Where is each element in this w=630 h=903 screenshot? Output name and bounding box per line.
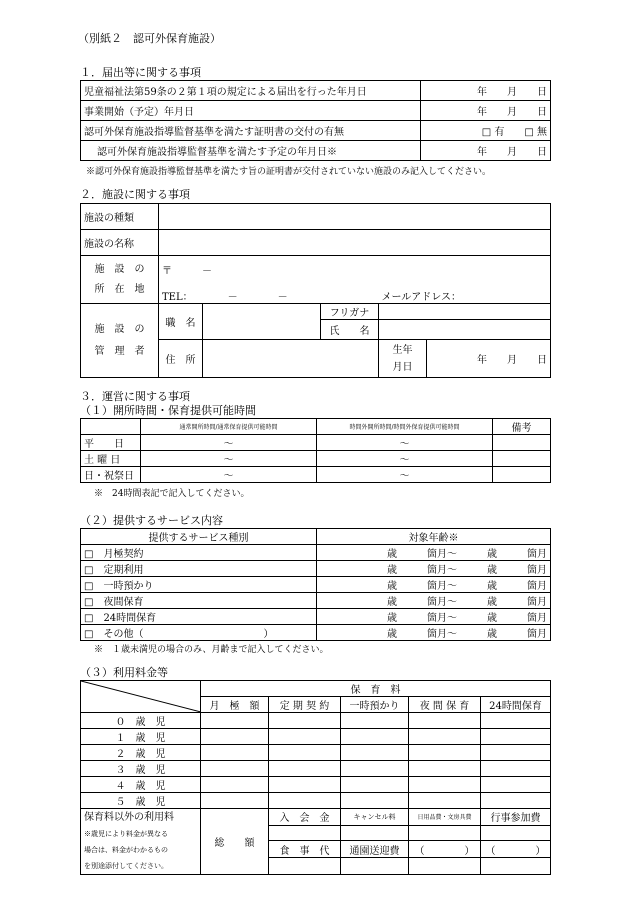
- fee-cell[interactable]: [341, 793, 409, 809]
- fee-cell[interactable]: [341, 761, 409, 777]
- fee-cell[interactable]: [409, 729, 481, 745]
- fee-cell[interactable]: [201, 745, 269, 761]
- service-checkbox[interactable]: □ その他（ ）: [81, 625, 317, 641]
- other-fees-note-line3: を別途添付してください。: [84, 862, 168, 870]
- hours-remarks[interactable]: [493, 435, 551, 451]
- fees-title: （３）利用料金等: [80, 666, 168, 679]
- hours-title: （１）開所時間・保育提供可能時間: [80, 404, 256, 417]
- supplies-fee-label: 日用品費・文房具費: [409, 809, 481, 826]
- fee-cell[interactable]: [201, 793, 269, 809]
- notif-value[interactable]: 年 月 日: [421, 141, 551, 161]
- custom-fee-label-1[interactable]: （ ）: [409, 841, 481, 858]
- hours-table: [80, 418, 551, 483]
- hours-normal[interactable]: ～: [141, 435, 317, 451]
- manager-label-line2: 管 理 者: [94, 345, 145, 357]
- birthdate-field[interactable]: 年 月 日: [427, 340, 551, 378]
- event-fee-label: 行事参加費: [481, 809, 551, 826]
- name-field[interactable]: [159, 230, 551, 256]
- hours-extra[interactable]: ～: [317, 435, 493, 451]
- fees-corner-diagonal: [81, 681, 201, 712]
- notification-table: [80, 80, 551, 161]
- mail-field[interactable]: メールアドレス：: [379, 288, 551, 304]
- service-age-range[interactable]: 歳 箇月～ 歳 箇月: [317, 545, 551, 561]
- job-title-label: 職 名: [159, 304, 203, 340]
- custom-fee-field-1[interactable]: [409, 858, 481, 875]
- manager-label-line1: 施 設 の: [94, 323, 145, 335]
- notif-label: 認可外保育施設指導監督基準を満たす証明書の交付の有無: [81, 121, 421, 141]
- hours-normal[interactable]: ～: [141, 467, 317, 483]
- fee-cell[interactable]: [201, 761, 269, 777]
- hours-day: 平 日: [81, 435, 141, 451]
- fee-cell[interactable]: [269, 745, 341, 761]
- total-label: 総 額: [201, 809, 269, 875]
- custom-fee-label-2[interactable]: （ ）: [481, 841, 551, 858]
- services-note: ※ １歳未満児の場合のみ、月齢まで記入してください。: [94, 645, 329, 655]
- hours-header-corner: [81, 419, 141, 435]
- hours-day: 土 曜 日: [81, 451, 141, 467]
- service-checkbox[interactable]: □ 24時間保育: [81, 609, 317, 625]
- job-title-field[interactable]: [203, 304, 321, 340]
- hours-note: ※ 24時間表記で記入してください。: [94, 489, 250, 499]
- fee-cell[interactable]: [481, 713, 551, 729]
- notif-value[interactable]: 年 月 日: [421, 81, 551, 101]
- tel-field[interactable]: TEL： － －: [159, 288, 379, 304]
- kind-field[interactable]: [159, 204, 551, 230]
- fee-cell[interactable]: [481, 777, 551, 793]
- service-age-range[interactable]: 歳 箇月～ 歳 箇月: [317, 577, 551, 593]
- fees-age-label: ４ 歳 児: [81, 777, 201, 793]
- fees-col-monthly: 月 極 額: [201, 697, 269, 713]
- section1-title: １．届出等に関する事項: [80, 66, 201, 79]
- location-label-line2: 所 在 地: [94, 283, 145, 295]
- kind-label: 施設の種類: [81, 204, 159, 230]
- fee-cell[interactable]: [341, 777, 409, 793]
- fee-cell[interactable]: [409, 713, 481, 729]
- fee-cell[interactable]: [409, 793, 481, 809]
- fees-age-label: ２ 歳 児: [81, 745, 201, 761]
- hours-header-normal: 通常開所時間/通常保育提供可能時間: [141, 419, 317, 435]
- service-checkbox[interactable]: □ 定期利用: [81, 561, 317, 577]
- service-checkbox[interactable]: □ 一時預かり: [81, 577, 317, 593]
- other-fees-title: 保育料以外の利用料: [84, 812, 174, 823]
- fees-col-night: 夜 間 保 育: [409, 697, 481, 713]
- fee-cell[interactable]: [409, 761, 481, 777]
- bus-fee-field[interactable]: [341, 858, 409, 875]
- services-header-type: 提供するサービス種別: [81, 529, 317, 545]
- fee-cell[interactable]: [341, 713, 409, 729]
- section2-title: ２．施設に関する事項: [80, 188, 190, 201]
- birthdate-label: [379, 340, 427, 378]
- fees-age-label: ３ 歳 児: [81, 761, 201, 777]
- fee-cell[interactable]: [269, 777, 341, 793]
- notif-label: 児童福祉法第59条の２第１項の規定による届出を行った年月日: [81, 81, 421, 101]
- certificate-checkbox[interactable]: □ 有 □ 無: [421, 121, 551, 141]
- fees-col-temporary: 一時預かり: [341, 697, 409, 713]
- notif-label: 事業開始（予定）年月日: [81, 101, 421, 121]
- fee-cell[interactable]: [201, 729, 269, 745]
- service-checkbox[interactable]: □ 夜間保育: [81, 593, 317, 609]
- hours-normal[interactable]: ～: [141, 451, 317, 467]
- fee-cell[interactable]: [269, 793, 341, 809]
- birthdate-label-line2: 月日: [392, 361, 413, 373]
- hours-remarks[interactable]: [493, 451, 551, 467]
- fee-cell[interactable]: [481, 745, 551, 761]
- birthdate-label-line1: 生年: [392, 344, 413, 356]
- location-label: [81, 256, 159, 304]
- custom-fee-field-2[interactable]: [481, 858, 551, 875]
- fees-age-label: ０ 歳 児: [81, 713, 201, 729]
- hours-header-remarks: 備考: [493, 419, 551, 435]
- hours-extra[interactable]: ～: [317, 451, 493, 467]
- notif-value[interactable]: 年 月 日: [421, 101, 551, 121]
- postal-field[interactable]: 〒 －: [159, 256, 551, 288]
- fee-cell[interactable]: [201, 777, 269, 793]
- other-fees-label: [81, 809, 201, 875]
- fee-cell[interactable]: [341, 745, 409, 761]
- service-age-range[interactable]: 歳 箇月～ 歳 箇月: [317, 625, 551, 641]
- facility-table: [80, 203, 551, 378]
- fee-cell[interactable]: [269, 729, 341, 745]
- fee-cell[interactable]: [481, 761, 551, 777]
- fee-cell[interactable]: [269, 713, 341, 729]
- service-checkbox[interactable]: □ 月極契約: [81, 545, 317, 561]
- name-label: 施設の名称: [81, 230, 159, 256]
- manager-label: [81, 304, 159, 378]
- service-age-range[interactable]: 歳 箇月～ 歳 箇月: [317, 561, 551, 577]
- fees-group-header: 保 育 料: [201, 681, 551, 697]
- fees-col-24h: 24時間保育: [481, 697, 551, 713]
- services-header-age: 対象年齢※: [317, 529, 551, 545]
- service-age-range[interactable]: 歳 箇月～ 歳 箇月: [317, 593, 551, 609]
- address-field[interactable]: [203, 340, 379, 378]
- section1-note: ※認可外保育施設指導監督基準を満たす旨の証明書が交付されていない施設のみ記入してください。: [86, 167, 492, 177]
- event-fee-field[interactable]: [481, 825, 551, 841]
- fees-age-label: ５ 歳 児: [81, 793, 201, 809]
- other-fees-note-line2: 場合は、料金がわかるもの: [84, 846, 168, 854]
- service-age-range[interactable]: 歳 箇月～ 歳 箇月: [317, 609, 551, 625]
- manager-name-label: 氏 名: [321, 320, 379, 340]
- services-title: （２）提供するサービス内容: [80, 514, 223, 527]
- furigana-label: フリガナ: [321, 304, 379, 320]
- fee-cell[interactable]: [269, 761, 341, 777]
- bus-fee-label: 通園送迎費: [341, 841, 409, 858]
- fees-age-label: １ 歳 児: [81, 729, 201, 745]
- fee-cell[interactable]: [201, 713, 269, 729]
- entry-fee-label: 入 会 金: [269, 809, 341, 826]
- hours-remarks[interactable]: [493, 467, 551, 483]
- fees-corner: [81, 681, 201, 713]
- page-title: （別紙２ 認可外保育施設）: [78, 32, 221, 45]
- fee-cell[interactable]: [341, 729, 409, 745]
- hours-header-extra: 時間外開所時間/時間外保育提供可能時間: [317, 419, 493, 435]
- hours-extra[interactable]: ～: [317, 467, 493, 483]
- address-label: 住 所: [159, 340, 203, 378]
- hours-day: 日・祝祭日: [81, 467, 141, 483]
- entry-fee-field[interactable]: [269, 825, 341, 841]
- services-table: [80, 528, 551, 641]
- other-fees-note-line1: ※歳児により料金が異なる: [84, 830, 168, 838]
- manager-name-field[interactable]: [379, 320, 551, 340]
- fee-cell[interactable]: [409, 777, 481, 793]
- supplies-fee-field[interactable]: [409, 825, 481, 841]
- fee-cell[interactable]: [481, 793, 551, 809]
- fees-col-regular: 定 期 契 約: [269, 697, 341, 713]
- cancel-fee-field[interactable]: [341, 825, 409, 841]
- fees-table: [80, 680, 551, 875]
- meal-fee-field[interactable]: [269, 858, 341, 875]
- fee-cell[interactable]: [409, 745, 481, 761]
- cancel-fee-label: キャンセル料: [341, 809, 409, 826]
- notif-label: 認可外保育施設指導監督基準を満たす予定の年月日※: [81, 141, 421, 161]
- meal-fee-label: 食 事 代: [269, 841, 341, 858]
- fee-cell[interactable]: [481, 729, 551, 745]
- furigana-field[interactable]: [379, 304, 551, 320]
- section3-title: ３．運営に関する事項: [80, 390, 190, 403]
- location-label-line1: 施 設 の: [94, 263, 145, 275]
